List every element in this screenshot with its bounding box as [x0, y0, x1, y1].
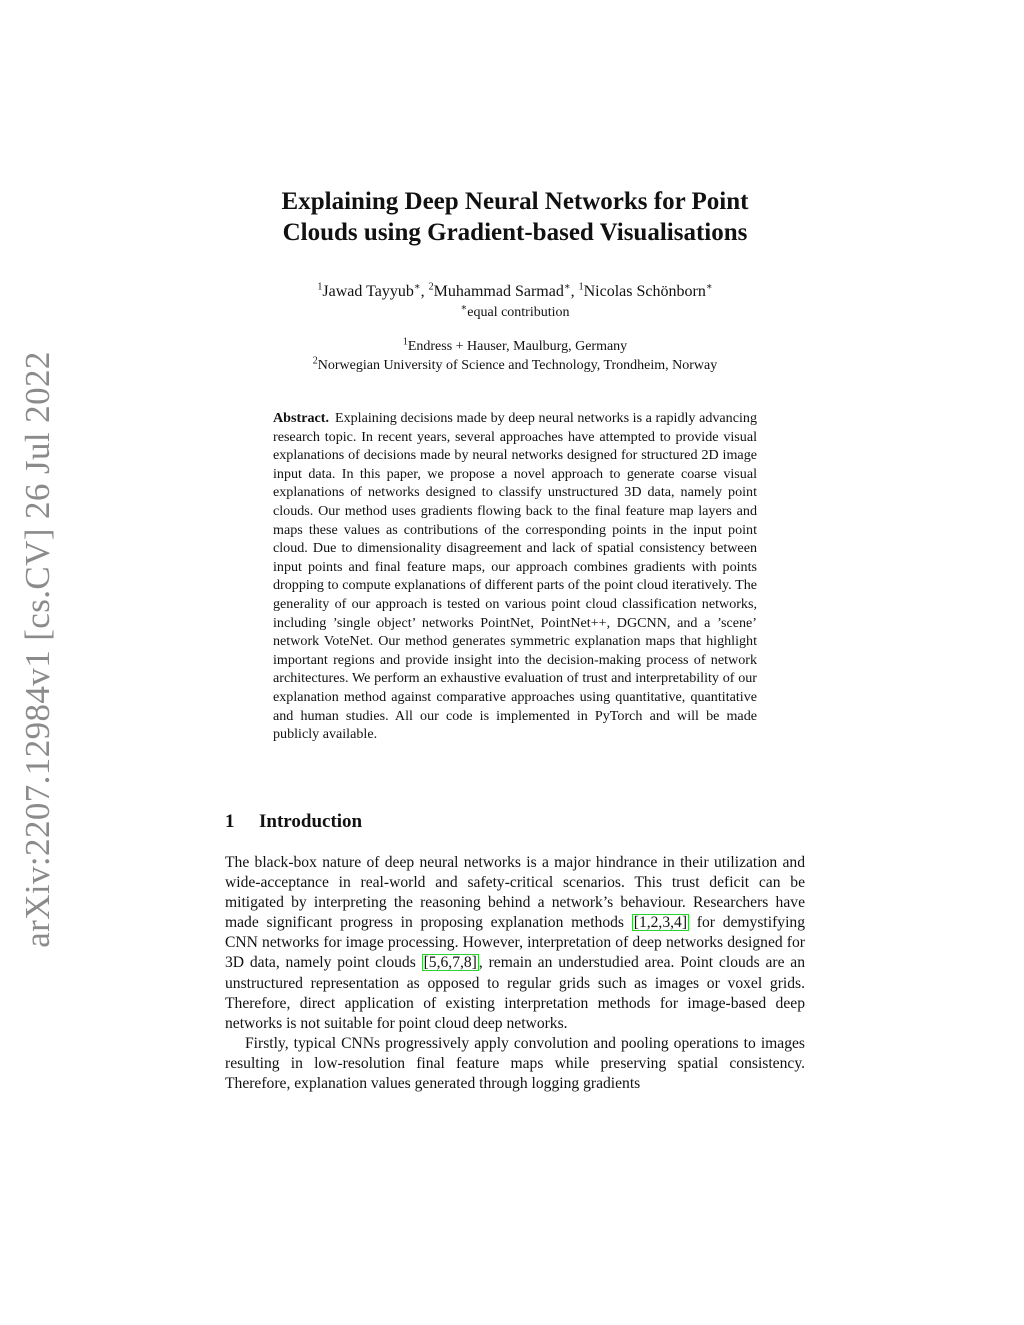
- abstract-text: Explaining decisions made by deep neural networks is a rapidly advancing research topic. In recent years, several approaches have attempted to provide visual explanations of decisions made by neural networks designed for structured 2D image input data. In this paper, we propose a novel approach to generate coarse visual explanations of networks designed to classify unstructured 3D data, namely point clouds. Our method uses gradients flowing back to the final feature map layers and maps these values as contributions of the corresponding points in the input point cloud. Due to dimensionality disagreement and lack of spatial consistency between input points and final feature maps, our approach combines gradients with points dropping to compute explanations of different parts of the point cloud iteratively. The generality of our approach is tested on various point cloud classification networks, including ’single object’ networks PointNet, PointNet++, DGCNN, and a ’scene’ network VoteNet. Our method generates symmetric explanation maps that highlight important regions and provide insight into the decision-making process of network architectures. We perform an exhaustive evaluation of trust and interpretability of our explanation method against comparative approaches using quantitative, quantitative and human studies. All our code is implemented in PyTorch and will be made publicly available.: [273, 410, 757, 743]
- paper-title: [225, 186, 805, 248]
- arxiv-watermark: [17, 350, 57, 948]
- section-number: 1: [225, 811, 235, 832]
- citation-link[interactable]: [5,6,7,8]: [423, 954, 477, 972]
- author: $^2$Muhammad Sarmad∗: [428, 281, 571, 300]
- abstract: [273, 409, 757, 744]
- affiliation: $^2$Norwegian University of Science and Technology, Trondheim, Norway: [312, 355, 718, 373]
- author-list: $^1$Jawad Tayyub∗, $^2$Muhammad Sarmad∗, $^1$Nicolas Schönborn∗ ∗equal contribution: [225, 282, 805, 323]
- affiliations: [225, 337, 805, 375]
- section-title-text: Introduction: [259, 811, 363, 832]
- arxiv-watermark-text: arXiv:2207.12984v1 [cs.CV] 26 Jul 2022: [17, 350, 57, 948]
- author: $^1$Jawad Tayyub∗: [317, 281, 421, 300]
- paragraph: Firstly, typical CNNs progressively apply convolution and pooling operations to images resulting in low-resolution final feature maps while preserving spatial consistency. Therefore, explanation values generated through logging gradients: [225, 1034, 805, 1093]
- paper-title-line-1: Explaining Deep Neural Networks for Point: [281, 188, 749, 215]
- body-text: [225, 853, 805, 1094]
- abstract-label: Abstract.: [273, 410, 329, 426]
- author: $^1$Nicolas Schönborn∗: [578, 281, 713, 300]
- paragraph: The black-box nature of deep neural networks is a major hindrance in their utilization and wide-acceptance in real-world and safety-critical scenarios. This trust deficit can be mitigated by interpreting the reasoning behind a network’s behaviour. Researchers have made significant progress in proposing explanation methods [1,2,3,4] for demystifying CNN networks for image processing. However, interpretation of deep networks designed for 3D data, namely point clouds [5,6,7,8] , remain an understudied area. Point clouds are an unstructured representation as opposed to regular grids such as images or voxel grids. Therefore, direct application of existing interpretation methods for image-based deep networks is not suitable for point cloud deep networks.: [225, 854, 806, 1032]
- paper-title-line-2: Clouds using Gradient-based Visualisations: [282, 219, 748, 246]
- citation-link[interactable]: [1,2,3,4]: [633, 914, 688, 932]
- affiliation: $^1$Endress + Hauser, Maulburg, Germany: [402, 336, 628, 354]
- equal-contribution-note: ∗equal contribution: [460, 302, 570, 320]
- section-heading: [225, 810, 805, 834]
